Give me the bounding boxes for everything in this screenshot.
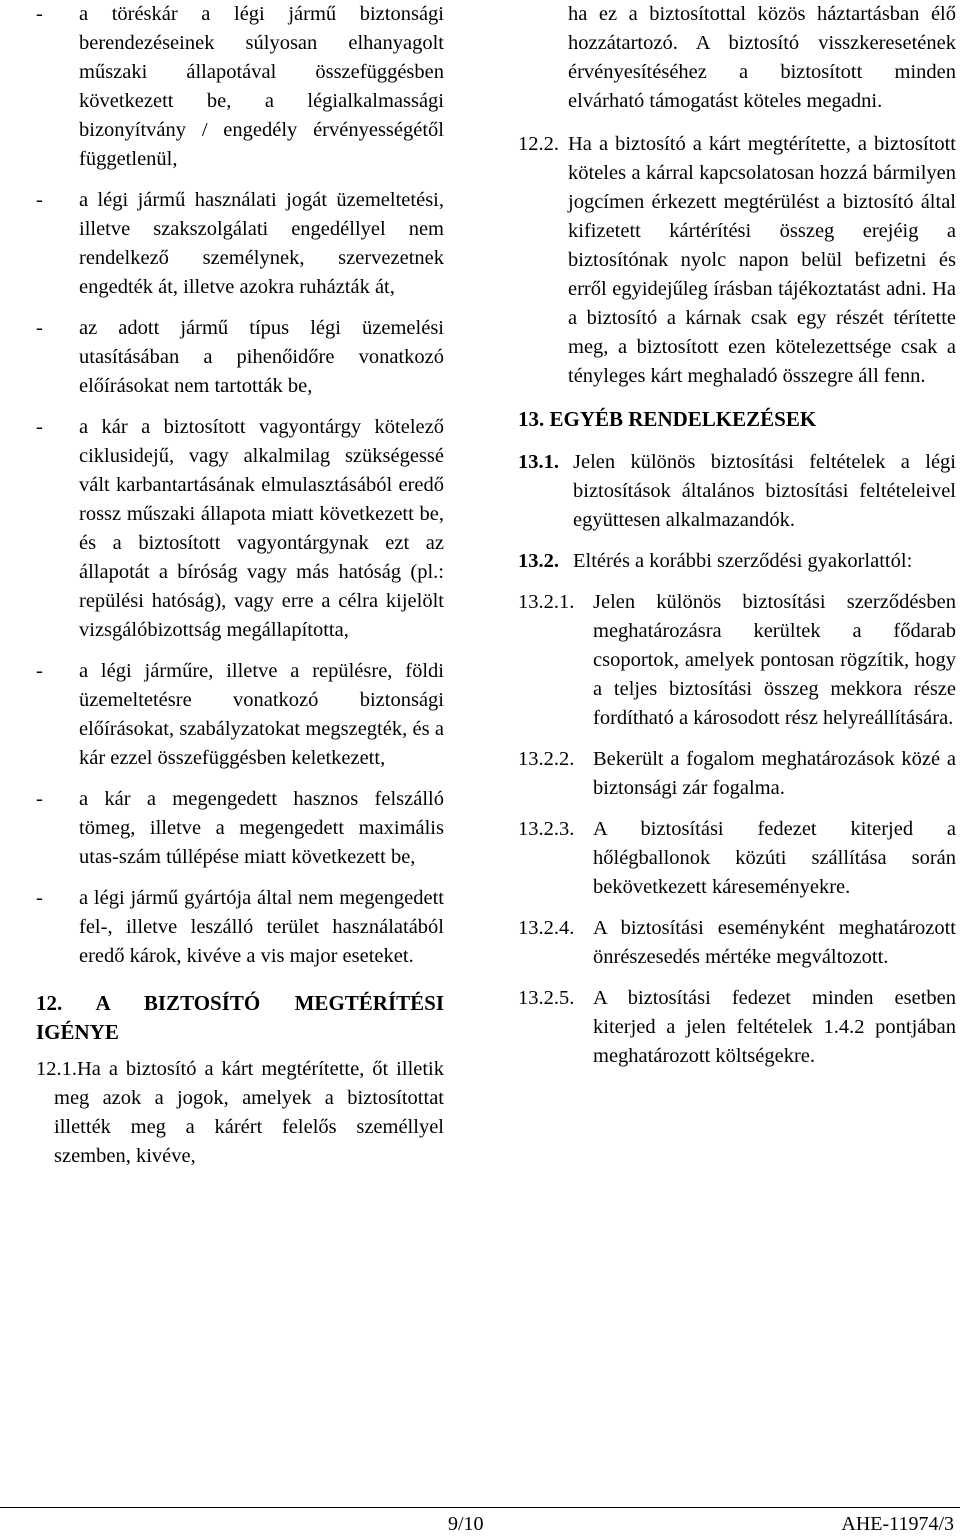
exclusion-item-text: a légi jármű használati jogát üzemeltetési, illetve szakszolgálati engedéllyel nem rendelkező személynek, szervezetnek engedték át, illetve azokra ruházták át, <box>79 189 444 298</box>
exclusion-item <box>36 413 444 645</box>
section-13-item <box>518 745 956 803</box>
paragraph-12-1-text: Ha a biztosító a kárt megtérítette, őt illetik meg azok a jogok, amelyek a biztosítottat illették meg a kárért felelős személlyel szemben, kivéve, <box>54 1058 444 1167</box>
item-number: 13.2.5. <box>518 987 575 1009</box>
section-12-heading: 12. A BIZTOSÍTÓ MEGTÉRÍTÉSI IGÉNYE <box>36 991 444 1044</box>
item-number: 13.1. <box>518 451 559 473</box>
item-text: Jelen különös biztosítási feltételek a légi biztosítások általános biztosítási feltételeivel együttesen alkalmazandók. <box>573 451 956 531</box>
item-number: 13.2.1. <box>518 591 575 613</box>
right-column <box>518 0 956 1083</box>
section-13-item <box>518 547 956 576</box>
dash-bullet: - <box>36 660 43 682</box>
section-13-items <box>518 448 956 1071</box>
exclusion-item <box>36 0 444 174</box>
paragraph-12-1-continued: ha ez a biztosítottal közös háztartásban élő hozzátartozó. A biztosító visszkeresetének érvényesítéséhez a biztosított minden elvárható támogatást köteles megadni. <box>568 3 956 112</box>
exclusion-item <box>36 884 444 971</box>
exclusion-item <box>36 785 444 872</box>
dash-bullet: - <box>36 788 43 810</box>
item-number: 13.2.2. <box>518 748 575 770</box>
exclusion-item <box>36 186 444 302</box>
exclusion-item-text: a légi jármű gyártója által nem megengedett fel-, illetve leszálló terület használatából eredő károk, kivéve a vis major eseteket. <box>79 887 444 967</box>
footer-rule <box>0 1507 960 1508</box>
dash-bullet: - <box>36 416 43 438</box>
paragraph-12-2-text: Ha a biztosító a kárt megtérítette, a biztosított köteles a kárral kapcsolatosan hozzá bármilyen jogcímen érkezett megtérülést a biztosító által kifizetett kártérítési összeg erejéig a biztosítónak nyolc napon belül befizetni és erről egyidejűleg írásban tájékoztatást adni. Ha a biztosító a kárnak csak egy részét térítette meg, a biztosított ezen kötelezettsége csak a tényleges kárt meghaladó összegre áll fenn. <box>568 133 956 387</box>
exclusion-item <box>36 314 444 401</box>
document-code: AHE-11974/3 <box>841 1513 954 1535</box>
item-number: 13.2. <box>518 550 559 572</box>
item-text: A biztosítási fedezet kiterjed a hőlégballonok közúti szállítása során bekövetkezett káreseményekre. <box>593 818 956 898</box>
item-text: Bekerült a fogalom meghatározások közé a biztonsági zár fogalma. <box>593 748 956 799</box>
paragraph-12-1 <box>36 1055 444 1171</box>
exclusion-item-text: a kár a megengedett hasznos felszálló tömeg, illetve a megengedett maximális utas-szám túllépése miatt következett be, <box>79 788 444 868</box>
item-text: Jelen különös biztosítási szerződésben meghatározásra kerültek a fődarab csoportok, amelyek pontosan rögzítik, hogy a teljes biztosítási összeg mekkora része fordítható a károsodott rész helyreállítására. <box>593 591 956 729</box>
exclusion-item <box>36 657 444 773</box>
paragraph-12-1-number: 12.1. <box>36 1058 77 1080</box>
dash-bullet: - <box>36 887 43 909</box>
left-column <box>36 0 444 1183</box>
item-text: A biztosítási fedezet minden esetben kiterjed a jelen feltételek 1.4.2 pontjában meghatározott költségekre. <box>593 987 956 1067</box>
section-13-heading: 13. EGYÉB RENDELKEZÉSEK <box>518 407 817 431</box>
exclusion-item-text: az adott jármű típus légi üzemelési utasításában a pihenőidőre vonatkozó előírásokat nem tartották be, <box>79 317 444 397</box>
section-13-item <box>518 914 956 972</box>
item-text: A biztosítási eseményként meghatározott önrészesedés mértéke megváltozott. <box>593 917 956 968</box>
exclusion-item-text: a kár a biztosított vagyontárgy kötelező ciklusidejű, vagy alkalmilag szükségessé vált karbantartásának elmulasztásából eredő rossz műszaki állapota miatt következett be, és a biztosított vagyontárgynak ezt az állapotát a bíróság vagy más hatóság (pl.: repülési hatóság), vagy erre a célra kijelölt vizsgálóbizottság megállapította, <box>79 416 444 641</box>
dash-bullet: - <box>36 317 43 339</box>
page-number: 9/10 <box>448 1513 484 1535</box>
item-number: 13.2.4. <box>518 917 575 939</box>
exclusion-list <box>36 0 444 971</box>
section-13-item <box>518 815 956 902</box>
dash-bullet: - <box>36 3 43 25</box>
paragraph-12-2 <box>518 130 956 391</box>
section-13-item <box>518 984 956 1071</box>
item-text: Eltérés a korábbi szerződési gyakorlattól: <box>573 550 913 572</box>
item-number: 13.2.3. <box>518 818 575 840</box>
exclusion-item-text: a légi járműre, illetve a repülésre, földi üzemeltetésre vonatkozó biztonsági előírásokat, szabályzatokat megszegték, és a kár ezzel összefüggésben keletkezett, <box>79 660 444 769</box>
exclusion-item-text: a töréskár a légi jármű biztonsági berendezéseinek súlyosan elhanyagolt műszaki állapotával összefüggésben következett be, a légialkalmassági bizonyítvány / engedély érvényességétől függetlenül, <box>79 3 444 170</box>
paragraph-12-2-number: 12.2. <box>518 133 559 155</box>
dash-bullet: - <box>36 189 43 211</box>
section-13-item <box>518 448 956 535</box>
section-13-item <box>518 588 956 733</box>
